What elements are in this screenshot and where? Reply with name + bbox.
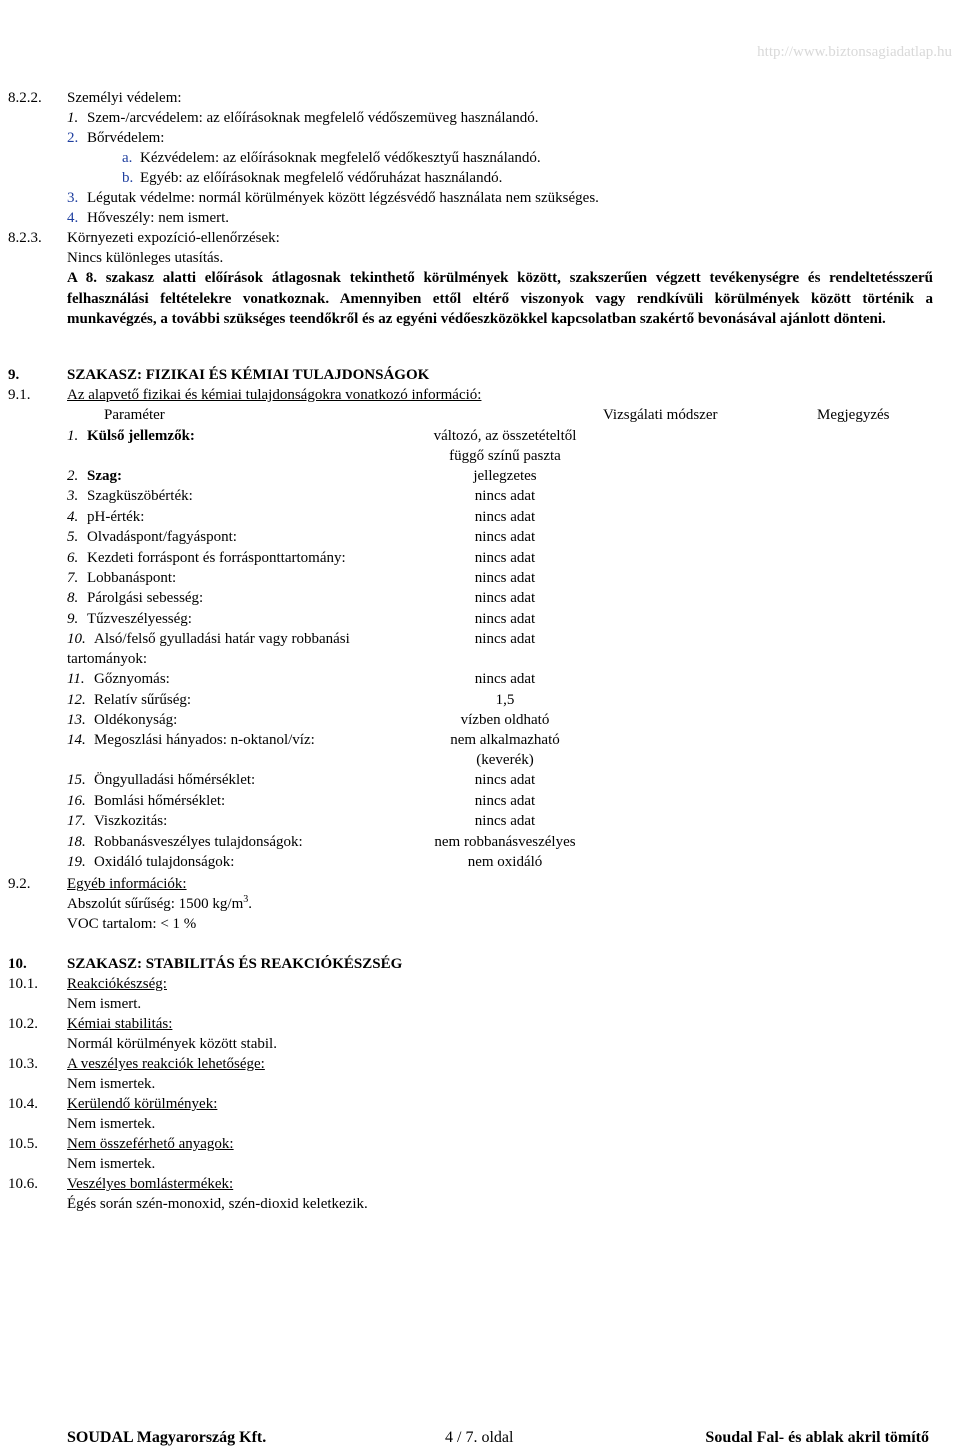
subsection-title: Reakciókészség:: [67, 976, 167, 992]
section-8-2-3-title: Környezeti expozíció-ellenőrzések:: [67, 230, 280, 246]
eye-protection-text: Szem-/arcvédelem: az előírásoknak megfelelő védőszemüveg használandó.: [87, 110, 539, 126]
section-10-number: 10.: [8, 956, 27, 972]
property-value: jellegzetes: [473, 468, 537, 484]
subsection-text: Nem ismertek.: [67, 1156, 156, 1172]
property-label: Megoszlási hányados: n-oktanol/víz:: [94, 732, 315, 749]
absolute-density-text: Abszolút sűrűség: 1500 kg/m: [67, 896, 244, 912]
property-number: 8.: [67, 590, 79, 607]
subsection-title: Nem összeférhető anyagok:: [67, 1136, 234, 1152]
absolute-density-end: .: [248, 896, 252, 912]
header-revision-date: Felülvizsgálat időpontja: 2014. március 5.: [8, 23, 278, 40]
section-8-note-paragraph: A 8. szakasz alatti előírások átlagosnak tekinthető körülmények között, szakszerűen végzett tevékenységre és rendeltetésszerű felhasználási feltételekre vonatkoznak. Amennyiben ettől eltérő viszonyok vagy rendkívüli körülmények között történik a munkavégzés, a további szükséges teendőkről és az egyéni védőeszközökkel kapcsolatban szakértő bevonásával ajánlott dönteni.: [67, 270, 933, 327]
section-9-title: SZAKASZ: FIZIKAI ÉS KÉMIAI TULAJDONSÁGOK: [67, 367, 430, 383]
list-number: 4.: [67, 210, 79, 226]
column-header-note: Megjegyzés: [817, 407, 890, 423]
footer-product-name: Soudal Fal- és ablak akril tömítő: [705, 1429, 929, 1446]
property-label: Oxidáló tulajdonságok:: [94, 854, 235, 870]
subsection-number: 10.2.: [8, 1016, 38, 1032]
voc-content-text: VOC tartalom: < 1 %: [67, 916, 197, 932]
section-10-title: SZAKASZ: STABILITÁS ÉS REAKCIÓKÉSZSÉG: [67, 956, 403, 972]
subsection-number: 10.5.: [8, 1136, 38, 1152]
section-9-2-title: Egyéb információk:: [67, 876, 187, 892]
property-number: 3.: [67, 488, 79, 505]
property-number: 13.: [67, 712, 86, 728]
subsection-text: Nem ismert.: [67, 996, 142, 1012]
subsection-title: Veszélyes bomlástermékek:: [67, 1176, 234, 1192]
property-number: 4.: [67, 508, 79, 525]
section-8-2-3-number: 8.2.3.: [8, 230, 42, 246]
property-number: 7.: [67, 570, 79, 586]
absolute-density-line: [67, 894, 252, 914]
subsection-text: Normál körülmények között stabil.: [67, 1036, 277, 1052]
thermal-hazard-text: Hőveszély: nem ismert.: [87, 210, 230, 226]
skin-protection-text: Bőrvédelem:: [87, 130, 165, 146]
property-value: nincs adat: [474, 772, 536, 789]
property-label: Párolgási sebesség:: [87, 590, 204, 607]
page-header: [0, 0, 960, 60]
section-9-2-number: 9.2.: [8, 876, 31, 892]
subsection-number: 10.6.: [8, 1176, 38, 1192]
header-url-link[interactable]: http://www.biztonsagiadatlap.hu: [757, 44, 952, 60]
property-value-continued: (keverék): [476, 752, 534, 769]
header-version: Verziószám: 3: [8, 42, 100, 59]
property-value: nincs adat: [474, 508, 536, 525]
hand-protection-text: Kézvédelem: az előírásoknak megfelelő védőkesztyű használandó.: [140, 150, 541, 166]
subsection-text: Nem ismertek.: [67, 1076, 156, 1092]
property-number: 11.: [67, 671, 85, 688]
other-protection-text: Egyéb: az előírásoknak megfelelő védőruházat használandó.: [140, 170, 503, 186]
subsection-number: 10.4.: [8, 1096, 38, 1112]
property-label: Szagküszöbérték:: [87, 488, 193, 505]
property-value-continued: függő színű paszta: [449, 448, 561, 464]
list-number: 3.: [67, 190, 79, 206]
property-number: 2.: [67, 468, 79, 484]
property-number: 19.: [67, 854, 86, 870]
property-label: Alsó/felső gyulladási határ vagy robbanási: [94, 631, 350, 648]
property-label: Lobbanáspont:: [87, 570, 177, 586]
list-letter: b.: [122, 170, 134, 186]
property-value: vízben oldható: [460, 712, 550, 728]
property-number: 12.: [67, 691, 86, 708]
property-value: nincs adat: [474, 671, 536, 688]
property-label: Gőznyomás:: [94, 671, 170, 688]
property-value: nincs adat: [474, 610, 536, 627]
property-value: nem oxidáló: [467, 854, 543, 870]
property-value: nincs adat: [474, 570, 536, 586]
subsection-title: Kémiai stabilitás:: [67, 1016, 173, 1032]
property-value: nincs adat: [474, 549, 536, 566]
property-value: nincs adat: [474, 792, 536, 809]
property-label: Robbanásveszélyes tulajdonságok:: [94, 833, 303, 850]
property-value: nincs adat: [474, 529, 536, 546]
section-9-1-title: Az alapvető fizikai és kémiai tulajdonságokra vonatkozó információ:: [67, 387, 482, 403]
section-9-number: 9.: [8, 367, 20, 383]
list-number: 2.: [67, 130, 79, 146]
property-value: nem robbanásveszélyes: [434, 833, 576, 850]
property-value: nincs adat: [474, 813, 536, 830]
property-number: 18.: [67, 833, 86, 850]
property-label: pH-érték:: [87, 508, 145, 525]
subsection-title: Kerülendő körülmények:: [67, 1096, 218, 1112]
property-number: 15.: [67, 772, 86, 789]
property-value: nincs adat: [474, 488, 536, 505]
property-label: Külső jellemzők:: [87, 428, 195, 444]
property-value: változó, az összetételtől: [433, 428, 577, 444]
property-label: Bomlási hőmérséklet:: [94, 792, 226, 809]
subsection-number: 10.3.: [8, 1056, 38, 1072]
section-8-2-3-text: Nincs különleges utasítás.: [67, 250, 224, 266]
property-number: 6.: [67, 549, 79, 566]
property-label: Oldékonyság:: [94, 712, 178, 728]
property-number: 1.: [67, 428, 79, 444]
respiratory-protection-text: Légutak védelme: normál körülmények között légzésvédő használata nem szükséges.: [87, 190, 599, 206]
column-header-method: Vizsgálati módszer: [603, 407, 718, 423]
density-unit-exponent: 3: [243, 894, 249, 905]
subsection-number: 10.1.: [8, 976, 38, 992]
property-label: Kezdeti forráspont és forrásponttartomány:: [87, 549, 346, 566]
section-8-2-2-title: Személyi védelem:: [67, 90, 182, 106]
property-label: Viszkozitás:: [94, 813, 168, 830]
property-value: nincs adat: [474, 631, 536, 648]
property-label-continued: tartományok:: [67, 651, 147, 668]
subsection-text: Égés során szén-monoxid, szén-dioxid keletkezik.: [67, 1196, 368, 1212]
property-number: 10.: [67, 631, 86, 648]
subsection-text: Nem ismertek.: [67, 1116, 156, 1132]
property-label: Relatív sűrűség:: [94, 691, 192, 708]
property-label: Tűzveszélyesség:: [87, 610, 192, 627]
list-number: 1.: [67, 110, 79, 126]
footer-page-number: 4 / 7. oldal: [445, 1429, 514, 1446]
property-number: 5.: [67, 529, 79, 546]
property-value: nem alkalmazható: [450, 732, 560, 749]
property-label: Öngyulladási hőmérséklet:: [94, 772, 256, 789]
property-number: 9.: [67, 610, 79, 627]
property-number: 17.: [67, 813, 86, 830]
subsection-title: A veszélyes reakciók lehetősége:: [67, 1056, 265, 1072]
property-label: Olvadáspont/fagyáspont:: [87, 529, 237, 546]
property-number: 16.: [67, 792, 86, 809]
property-value: nincs adat: [474, 590, 536, 607]
footer-company: SOUDAL Magyarország Kft.: [67, 1429, 267, 1446]
property-label: Szag:: [87, 468, 122, 484]
property-value: 1,5: [495, 691, 515, 708]
column-header-parameter: Paraméter: [104, 407, 165, 423]
section-9-1-number: 9.1.: [8, 387, 31, 403]
header-created-date: Elkészítés időpontja: 2009. június 4.: [8, 3, 241, 20]
property-number: 14.: [67, 732, 86, 749]
list-letter: a.: [122, 150, 133, 166]
section-8-2-2-number: 8.2.2.: [8, 90, 42, 106]
